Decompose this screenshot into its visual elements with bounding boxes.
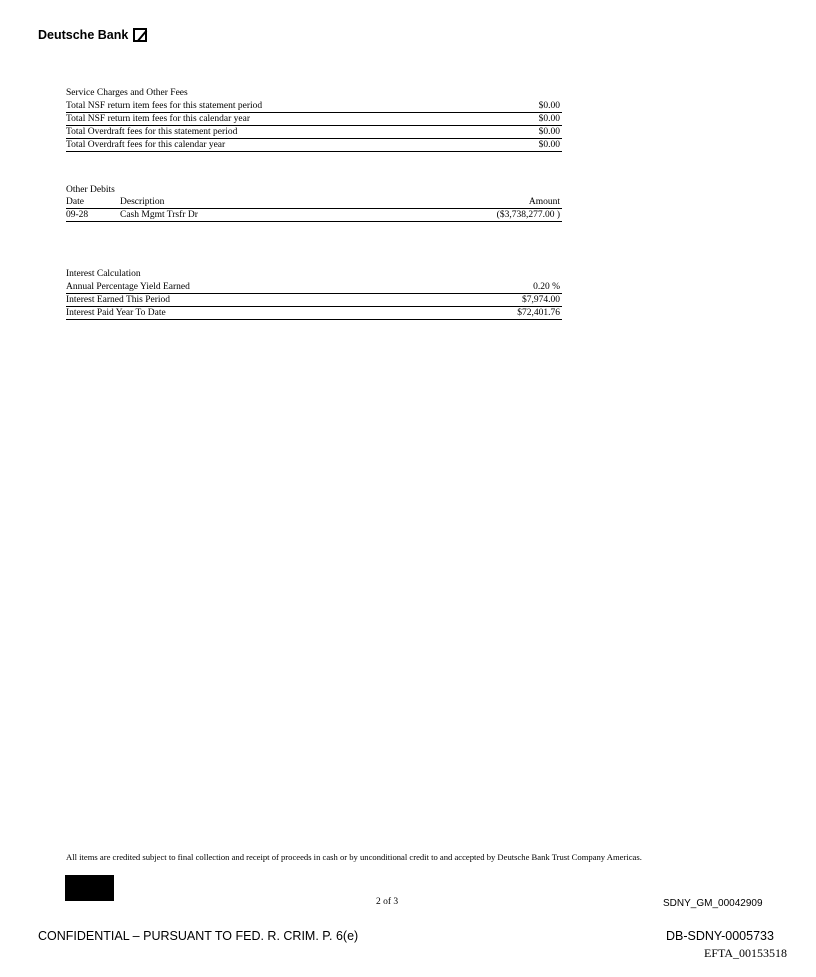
row-value: 0.20 % [533,282,560,292]
section-title: Service Charges and Other Fees [66,88,188,98]
column-header-date: Date [66,197,84,207]
row-label: Interest Earned This Period [66,295,171,305]
row-value: $0.00 [538,140,560,150]
column-header-description: Description [120,197,165,207]
debit-description: Cash Mgmt Trsfr Dr [120,210,198,220]
bank-logo [38,28,147,42]
footer-note: All items are credited subject to final collection and receipt of proceeds in cash or by unconditional credit to and accepted by Deutsche Bank Trust Company Americas. [66,852,642,862]
table-row [66,100,562,113]
row-label: Total Overdraft fees for this statement period [66,127,238,137]
table-row [66,139,562,152]
row-label: Interest Paid Year To Date [66,308,166,318]
row-value: $0.00 [538,101,560,111]
confidential-notice: CONFIDENTIAL – PURSUANT TO FED. R. CRIM. P. 6(e) [38,929,359,943]
row-label: Total NSF return item fees for this calendar year [66,114,250,124]
service-charges-section [66,87,562,152]
debit-amount: ($3,738,277.00 ) [496,210,560,220]
row-value: $0.00 [538,114,560,124]
redaction-box [65,875,114,901]
table-header [66,197,562,209]
table-row [66,307,562,320]
table-row [66,113,562,126]
deutsche-bank-slash-logo-icon [133,28,147,42]
table-row [66,294,562,307]
bates-number-db: DB-SDNY-0005733 [666,929,774,943]
row-value: $0.00 [538,127,560,137]
other-debits-section [66,184,562,222]
row-label: Total Overdraft fees for this calendar year [66,140,226,150]
section-title: Interest Calculation [66,269,141,279]
bates-number-efta: EFTA_00153518 [704,946,788,960]
interest-calculation-section [66,268,562,320]
table-row [66,209,562,222]
row-value: $7,974.00 [522,295,560,305]
section-title: Other Debits [66,185,115,195]
row-value: $72,401.76 [517,308,560,318]
bates-number-sdny-gm: SDNY_GM_00042909 [663,898,763,909]
debit-date: 09-28 [66,210,89,220]
column-header-amount: Amount [528,197,560,207]
row-label: Annual Percentage Yield Earned [66,282,190,292]
table-row [66,281,562,294]
table-row [66,126,562,139]
bank-name: Deutsche Bank [38,28,129,42]
row-label: Total NSF return item fees for this statement period [66,101,263,111]
page-number: 2 of 3 [376,897,399,907]
